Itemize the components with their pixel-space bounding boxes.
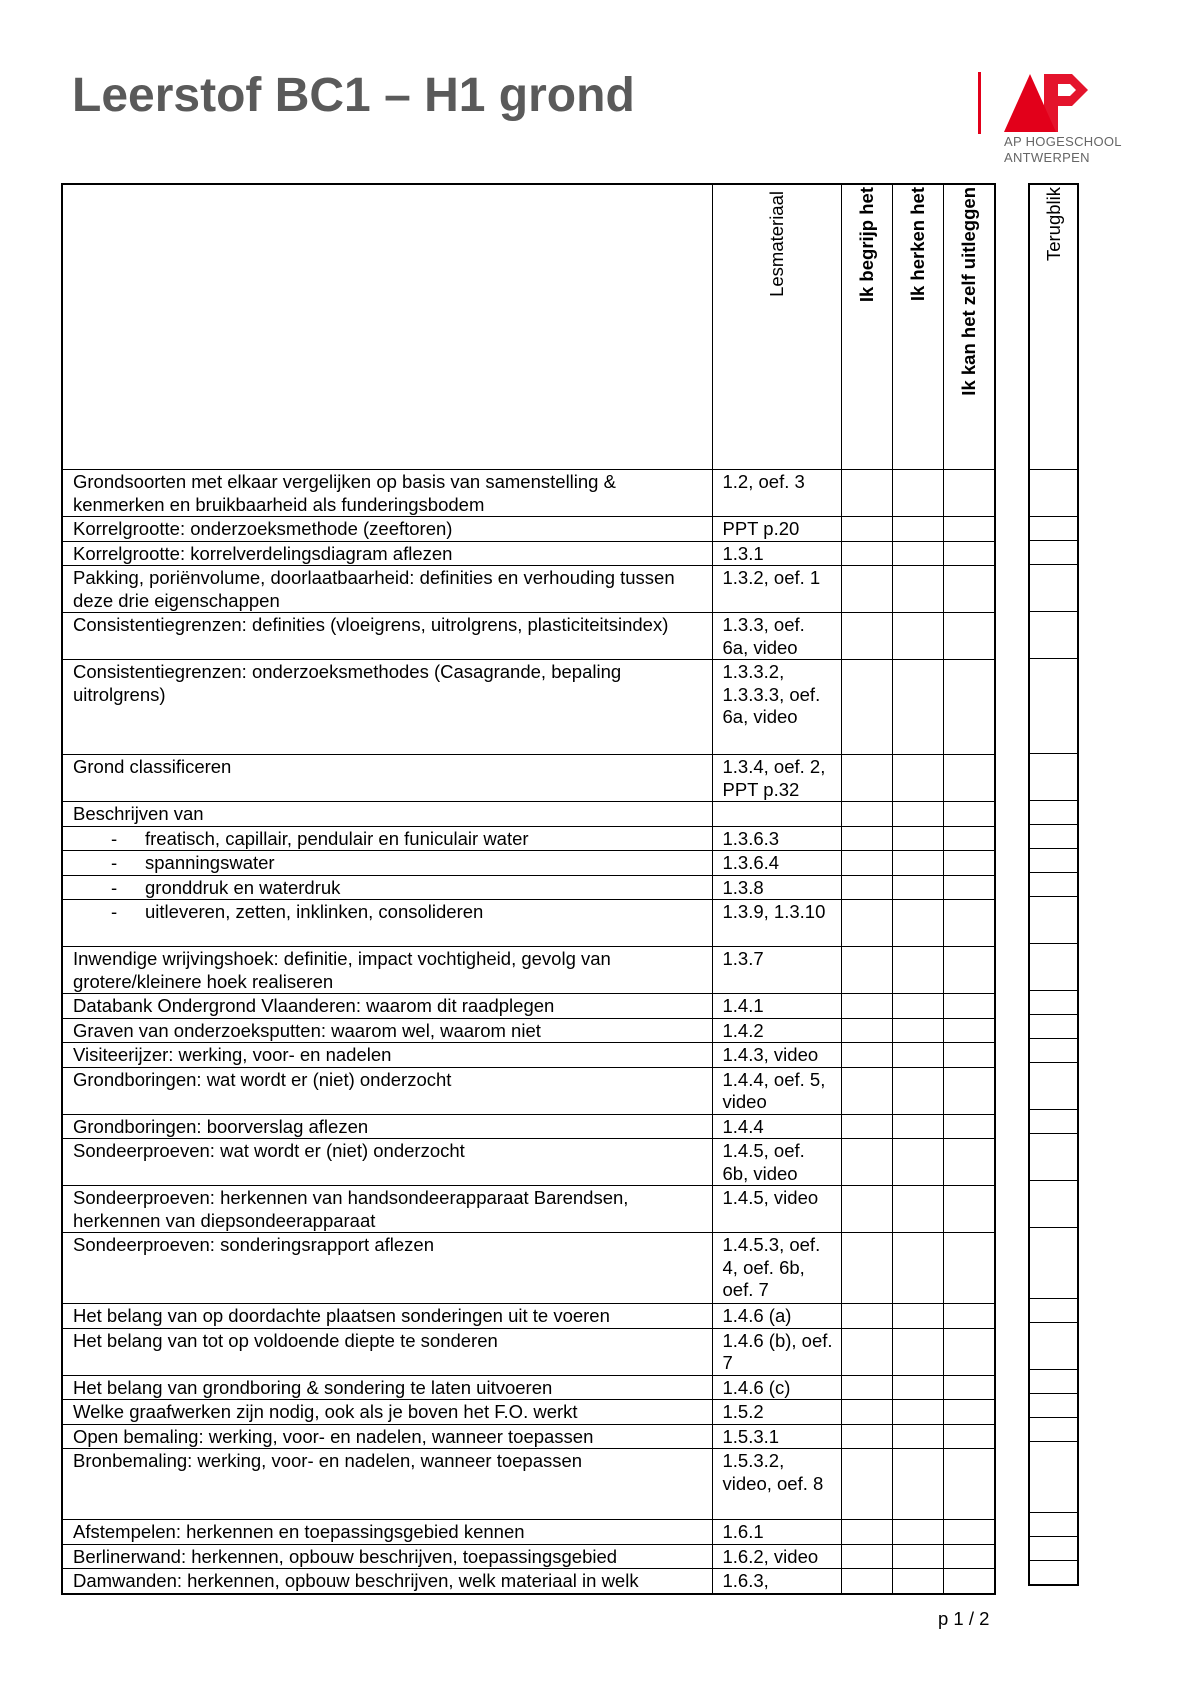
material-cell: 1.4.3, video	[712, 1043, 841, 1068]
topic-cell	[62, 1328, 712, 1375]
review-cell[interactable]	[1029, 1561, 1078, 1586]
material-cell	[712, 802, 841, 827]
topic-text: Grondsoorten met elkaar vergelijken op basis van samenstelling & kenmerken en bruikbaarheid als funderingsbodem	[73, 471, 616, 515]
review-row	[1029, 1561, 1078, 1586]
review-cell[interactable]	[1029, 1537, 1078, 1561]
review-cell[interactable]	[1029, 849, 1078, 873]
review-cell[interactable]	[1029, 1063, 1078, 1110]
topic-cell	[62, 470, 712, 517]
review-cell[interactable]	[1029, 1228, 1078, 1299]
checkbox-recognize-cell[interactable]	[892, 1328, 943, 1375]
checkbox-understand-cell[interactable]	[841, 1400, 892, 1425]
topic-cell	[62, 1233, 712, 1304]
table-row	[62, 1424, 995, 1449]
review-cell[interactable]	[1029, 659, 1078, 754]
material-cell: 1.2, oef. 3	[712, 470, 841, 517]
topic-text: Graven van onderzoeksputten: waarom wel, waarom niet	[73, 1019, 541, 1041]
checkbox-explain-cell[interactable]	[943, 1424, 995, 1449]
material-cell: 1.4.6 (c)	[712, 1375, 841, 1400]
topic-cell	[62, 1375, 712, 1400]
checkbox-understand-cell[interactable]	[841, 1043, 892, 1068]
checkbox-recognize-cell[interactable]	[892, 755, 943, 802]
checkbox-recognize-cell[interactable]	[892, 1233, 943, 1304]
checkbox-recognize-cell[interactable]	[892, 851, 943, 876]
checkbox-explain-cell[interactable]	[943, 994, 995, 1019]
table-row	[62, 1114, 995, 1139]
topic-cell	[62, 1569, 712, 1594]
material-cell: 1.4.2	[712, 1018, 841, 1043]
checkbox-understand-cell[interactable]	[841, 994, 892, 1019]
checkbox-recognize-cell[interactable]	[892, 1569, 943, 1594]
table-row	[62, 1304, 995, 1329]
checkbox-understand-cell[interactable]	[841, 1186, 892, 1233]
logo-line-1: AP HOGESCHOOL	[1004, 134, 1122, 149]
topic-text: freatisch, capillair, pendulair en funiculair water	[145, 827, 529, 849]
checkbox-understand-cell[interactable]	[841, 851, 892, 876]
checkbox-explain-cell[interactable]	[943, 826, 995, 851]
ap-logo	[978, 70, 1128, 170]
checkbox-understand-cell[interactable]	[841, 1139, 892, 1186]
topic-text: Korrelgrootte: onderzoeksmethode (zeeftoren)	[73, 518, 453, 539]
table-row	[62, 1375, 995, 1400]
bullet-dash: -	[111, 901, 118, 922]
review-row	[1029, 1063, 1078, 1110]
table-row	[62, 1186, 995, 1233]
topic-text: Sondeerproeven: herkennen van handsondeerapparaat Barendsen, herkennen van diepsondeerapparaat	[73, 1187, 629, 1231]
review-row	[1029, 991, 1078, 1015]
review-row	[1029, 1181, 1078, 1228]
table-row	[62, 1067, 995, 1114]
topic-cell	[62, 541, 712, 566]
review-cell[interactable]	[1029, 1513, 1078, 1537]
page-title: Leerstof BC1 – H1 grond	[72, 69, 635, 122]
topic-text: Het belang van grondboring & sondering te laten uitvoeren	[73, 1376, 553, 1398]
review-row	[1029, 897, 1078, 944]
topic-text: Databank Ondergrond Vlaanderen: waarom dit raadplegen	[73, 995, 555, 1016]
review-header-row	[1029, 184, 1078, 470]
table-row	[62, 1018, 995, 1043]
material-cell: PPT p.20	[712, 517, 841, 542]
review-row	[1029, 1134, 1078, 1181]
table-row	[62, 470, 995, 517]
topic-cell	[62, 994, 712, 1019]
checkbox-explain-cell[interactable]	[943, 1114, 995, 1139]
checkbox-explain-cell[interactable]	[943, 1544, 995, 1569]
topic-cell	[62, 1186, 712, 1233]
checkbox-understand-cell[interactable]	[841, 1018, 892, 1043]
topic-cell	[62, 851, 712, 876]
checkbox-explain-cell[interactable]	[943, 613, 995, 660]
review-row	[1029, 1442, 1078, 1513]
table-row	[62, 1520, 995, 1545]
checkbox-explain-cell[interactable]	[943, 1186, 995, 1233]
topic-text: Sondeerproeven: wat wordt er (niet) onderzocht	[73, 1140, 465, 1161]
topic-text: Bronbemaling: werking, voor- en nadelen, wanneer toepassen	[73, 1450, 583, 1471]
checkbox-understand-cell[interactable]	[841, 1375, 892, 1400]
review-cell[interactable]	[1029, 470, 1078, 517]
topic-cell	[62, 1114, 712, 1139]
table-row	[62, 1400, 995, 1425]
checkbox-understand-cell[interactable]	[841, 1114, 892, 1139]
checkbox-explain-cell[interactable]	[943, 851, 995, 876]
table-row	[62, 1569, 995, 1594]
review-cell[interactable]	[1029, 1039, 1078, 1063]
checkbox-explain-cell[interactable]	[943, 1233, 995, 1304]
logo-text	[1004, 134, 1122, 166]
material-cell: 1.3.9, 1.3.10	[712, 900, 841, 947]
review-row	[1029, 873, 1078, 897]
review-cell[interactable]	[1029, 873, 1078, 897]
material-cell: 1.4.5, video	[712, 1186, 841, 1233]
review-row	[1029, 1323, 1078, 1370]
review-row	[1029, 1299, 1078, 1323]
checkbox-recognize-cell[interactable]	[892, 470, 943, 517]
checkbox-explain-cell[interactable]	[943, 470, 995, 517]
review-row	[1029, 1015, 1078, 1039]
topic-text: Berlinerwand: herkennen, opbouw beschrijven, toepassingsgebied	[73, 1545, 618, 1567]
checkbox-recognize-cell[interactable]	[892, 1520, 943, 1545]
review-row	[1029, 612, 1078, 659]
topic-text: Visiteerijzer: werking, voor- en nadelen	[73, 1044, 392, 1065]
checkbox-recognize-cell[interactable]	[892, 1114, 943, 1139]
material-cell: 1.4.6 (a)	[712, 1304, 841, 1329]
review-cell[interactable]	[1029, 754, 1078, 801]
checkbox-recognize-cell[interactable]	[892, 1018, 943, 1043]
checkbox-explain-cell[interactable]	[943, 1569, 995, 1594]
checkbox-explain-cell[interactable]	[943, 1018, 995, 1043]
checkbox-understand-cell[interactable]	[841, 1569, 892, 1594]
table-row	[62, 947, 995, 994]
review-cell[interactable]	[1029, 1442, 1078, 1513]
topic-cell	[62, 1139, 712, 1186]
table-row	[62, 517, 995, 542]
table-row	[62, 826, 995, 851]
checkbox-recognize-cell[interactable]	[892, 875, 943, 900]
topic-text: Consistentiegrenzen: onderzoeksmethodes (Casagrande, bepaling uitrolgrens)	[73, 661, 622, 705]
topic-text: Het belang van tot op voldoende diepte te sonderen	[73, 1329, 498, 1351]
checkbox-recognize-cell[interactable]	[892, 1424, 943, 1449]
checkbox-explain-cell[interactable]	[943, 1449, 995, 1520]
table-row	[62, 1233, 995, 1304]
review-cell[interactable]	[1029, 517, 1078, 541]
review-cell[interactable]	[1029, 1134, 1078, 1181]
topic-text: Sondeerproeven: sonderingsrapport aflezen	[73, 1234, 434, 1255]
topic-cell	[62, 875, 712, 900]
topic-cell	[62, 517, 712, 542]
material-cell: 1.4.5.3, oef. 4, oef. 6b, oef. 7	[712, 1233, 841, 1304]
review-cell[interactable]	[1029, 1370, 1078, 1394]
topic-cell	[62, 566, 712, 613]
review-header-cell	[1029, 184, 1078, 470]
table-row	[62, 613, 995, 660]
checkbox-recognize-cell[interactable]	[892, 660, 943, 755]
checkbox-understand-cell[interactable]	[841, 826, 892, 851]
table-row	[62, 755, 995, 802]
topic-cell	[62, 1018, 712, 1043]
checkbox-explain-cell[interactable]	[943, 566, 995, 613]
table-row	[62, 541, 995, 566]
checkbox-understand-cell[interactable]	[841, 566, 892, 613]
review-row	[1029, 849, 1078, 873]
material-cell: 1.4.4	[712, 1114, 841, 1139]
checkbox-recognize-cell[interactable]	[892, 1449, 943, 1520]
bullet-dash: -	[111, 827, 118, 849]
review-cell[interactable]	[1029, 825, 1078, 849]
table-row	[62, 660, 995, 755]
topic-text: Grondboringen: wat wordt er (niet) onderzocht	[73, 1068, 452, 1090]
checkbox-understand-cell[interactable]	[841, 875, 892, 900]
material-cell: 1.3.4, oef. 2, PPT p.32	[712, 755, 841, 802]
header-recognize: Ik herken het	[906, 187, 928, 302]
review-row	[1029, 470, 1078, 517]
table-row	[62, 1139, 995, 1186]
review-cell[interactable]	[1029, 944, 1078, 991]
review-row	[1029, 1039, 1078, 1063]
checkbox-explain-cell[interactable]	[943, 1043, 995, 1068]
topic-cell	[62, 826, 712, 851]
review-cell[interactable]	[1029, 1299, 1078, 1323]
checkbox-recognize-cell[interactable]	[892, 1067, 943, 1114]
topic-text: Het belang van op doordachte plaatsen sonderingen uit te voeren	[73, 1305, 610, 1326]
topic-text: Grond classificeren	[73, 756, 232, 777]
topic-text: spanningswater	[145, 852, 275, 873]
table-row	[62, 900, 995, 947]
checkbox-understand-cell[interactable]	[841, 1520, 892, 1545]
review-row	[1029, 1110, 1078, 1134]
checkbox-recognize-cell[interactable]	[892, 994, 943, 1019]
topic-text: Pakking, poriënvolume, doorlaatbaarheid: definities en verhouding tussen deze drie eigenschappen	[73, 567, 675, 611]
checkbox-explain-cell[interactable]	[943, 947, 995, 994]
material-cell: 1.3.3.2, 1.3.3.3, oef. 6a, video	[712, 660, 841, 755]
topic-text: gronddruk en waterdruk	[145, 876, 341, 898]
review-row	[1029, 754, 1078, 801]
review-cell[interactable]	[1029, 612, 1078, 659]
topic-cell	[62, 802, 712, 827]
checkbox-explain-cell[interactable]	[943, 1375, 995, 1400]
material-cell: 1.4.1	[712, 994, 841, 1019]
topic-cell	[62, 613, 712, 660]
topic-cell	[62, 660, 712, 755]
checkbox-explain-cell[interactable]	[943, 1304, 995, 1329]
checkbox-understand-cell[interactable]	[841, 1449, 892, 1520]
review-cell[interactable]	[1029, 1015, 1078, 1039]
checkbox-recognize-cell[interactable]	[892, 1375, 943, 1400]
review-cell[interactable]	[1029, 565, 1078, 612]
checkbox-understand-cell[interactable]	[841, 1544, 892, 1569]
checkbox-understand-cell[interactable]	[841, 517, 892, 542]
review-cell[interactable]	[1029, 991, 1078, 1015]
checkbox-understand-cell[interactable]	[841, 613, 892, 660]
table-row	[62, 851, 995, 876]
review-row	[1029, 825, 1078, 849]
topic-text: uitleveren, zetten, inklinken, consolideren	[145, 901, 484, 922]
page-number: p 1 / 2	[938, 1608, 990, 1629]
material-cell: 1.3.2, oef. 1	[712, 566, 841, 613]
header-col1-cell	[841, 184, 892, 470]
material-cell: 1.6.1	[712, 1520, 841, 1545]
logo-line-2: ANTWERPEN	[1004, 150, 1090, 165]
checkbox-explain-cell[interactable]	[943, 541, 995, 566]
checkbox-recognize-cell[interactable]	[892, 802, 943, 827]
checkbox-understand-cell[interactable]	[841, 1304, 892, 1329]
table-row	[62, 1043, 995, 1068]
checkbox-understand-cell[interactable]	[841, 802, 892, 827]
review-row	[1029, 1418, 1078, 1442]
bullet-dash: -	[111, 876, 118, 898]
material-cell: 1.4.6 (b), oef. 7	[712, 1328, 841, 1375]
topic-text: Open bemaling: werking, voor- en nadelen, wanneer toepassen	[73, 1425, 594, 1447]
checkbox-explain-cell[interactable]	[943, 875, 995, 900]
review-row	[1029, 801, 1078, 825]
review-row	[1029, 517, 1078, 541]
material-cell: 1.5.2	[712, 1400, 841, 1425]
topic-cell	[62, 1544, 712, 1569]
material-cell: 1.6.2, video	[712, 1544, 841, 1569]
material-cell: 1.5.3.2, video, oef. 8	[712, 1449, 841, 1520]
material-cell: 1.4.4, oef. 5, video	[712, 1067, 841, 1114]
checkbox-explain-cell[interactable]	[943, 900, 995, 947]
topic-text: Inwendige wrijvingshoek: definitie, impact vochtigheid, gevolg van grotere/kleinere hoek realiseren	[73, 948, 611, 992]
checkbox-understand-cell[interactable]	[841, 947, 892, 994]
review-cell[interactable]	[1029, 1323, 1078, 1370]
checkbox-explain-cell[interactable]	[943, 802, 995, 827]
topic-cell	[62, 900, 712, 947]
checkbox-recognize-cell[interactable]	[892, 1043, 943, 1068]
bullet-dash: -	[111, 852, 118, 873]
material-cell: 1.4.5, oef. 6b, video	[712, 1139, 841, 1186]
checkbox-recognize-cell[interactable]	[892, 1139, 943, 1186]
topic-text: Grondboringen: boorverslag aflezen	[73, 1115, 369, 1137]
ap-logo-icon	[978, 70, 1118, 134]
table-row	[62, 1449, 995, 1520]
header-explain: Ik kan het zelf uitleggen	[957, 187, 979, 396]
topic-cell	[62, 1424, 712, 1449]
header-understand: Ik begrijp het	[855, 187, 877, 303]
material-cell: 1.3.3, oef. 6a, video	[712, 613, 841, 660]
topic-cell	[62, 1043, 712, 1068]
header-col3-cell	[943, 184, 995, 470]
review-row	[1029, 944, 1078, 991]
header-material-cell	[712, 184, 841, 470]
header-topic-cell	[62, 184, 712, 470]
checkbox-understand-cell[interactable]	[841, 660, 892, 755]
topic-cell	[62, 1304, 712, 1329]
checkbox-explain-cell[interactable]	[943, 1400, 995, 1425]
topic-text: Afstempelen: herkennen en toepassingsgebied kennen	[73, 1521, 525, 1542]
header-material: Lesmateriaal	[765, 191, 787, 297]
header-review: Terugblik	[1042, 187, 1064, 262]
review-cell[interactable]	[1029, 801, 1078, 825]
checkbox-explain-cell[interactable]	[943, 660, 995, 755]
checkbox-explain-cell[interactable]	[943, 755, 995, 802]
checkbox-understand-cell[interactable]	[841, 1067, 892, 1114]
topic-cell	[62, 1400, 712, 1425]
table-row	[62, 1544, 995, 1569]
material-cell: 1.3.1	[712, 541, 841, 566]
checkbox-recognize-cell[interactable]	[892, 1304, 943, 1329]
checkbox-understand-cell[interactable]	[841, 541, 892, 566]
material-cell: 1.3.6.4	[712, 851, 841, 876]
material-cell: 1.3.6.3	[712, 826, 841, 851]
review-cell[interactable]	[1029, 897, 1078, 944]
topic-cell	[62, 1449, 712, 1520]
review-column	[1028, 183, 1079, 1586]
review-row	[1029, 659, 1078, 754]
topic-cell	[62, 1067, 712, 1114]
checkbox-explain-cell[interactable]	[943, 1139, 995, 1186]
material-cell: 1.3.8	[712, 875, 841, 900]
topic-cell	[62, 755, 712, 802]
review-row	[1029, 1513, 1078, 1537]
review-row	[1029, 1537, 1078, 1561]
review-cell[interactable]	[1029, 1418, 1078, 1442]
table-row	[62, 566, 995, 613]
checkbox-recognize-cell[interactable]	[892, 826, 943, 851]
review-row	[1029, 1228, 1078, 1299]
checkbox-explain-cell[interactable]	[943, 517, 995, 542]
checkbox-explain-cell[interactable]	[943, 1328, 995, 1375]
checkbox-understand-cell[interactable]	[841, 900, 892, 947]
learning-content-table	[61, 183, 996, 1595]
checkbox-understand-cell[interactable]	[841, 1328, 892, 1375]
topic-text: Welke graafwerken zijn nodig, ook als je boven het F.O. werkt	[73, 1401, 578, 1422]
material-cell: 1.5.3.1	[712, 1424, 841, 1449]
checkbox-explain-cell[interactable]	[943, 1067, 995, 1114]
checkbox-recognize-cell[interactable]	[892, 517, 943, 542]
table-row	[62, 1328, 995, 1375]
checkbox-recognize-cell[interactable]	[892, 947, 943, 994]
header-col2-cell	[892, 184, 943, 470]
topic-cell	[62, 1520, 712, 1545]
checkbox-recognize-cell[interactable]	[892, 1186, 943, 1233]
checkbox-recognize-cell[interactable]	[892, 1400, 943, 1425]
review-cell[interactable]	[1029, 1110, 1078, 1134]
checkbox-recognize-cell[interactable]	[892, 566, 943, 613]
checkbox-explain-cell[interactable]	[943, 1520, 995, 1545]
checkbox-understand-cell[interactable]	[841, 1424, 892, 1449]
topic-cell	[62, 947, 712, 994]
checkbox-recognize-cell[interactable]	[892, 900, 943, 947]
checkbox-understand-cell[interactable]	[841, 470, 892, 517]
table-row	[62, 875, 995, 900]
review-cell[interactable]	[1029, 1394, 1078, 1418]
topic-text: Korrelgrootte: korrelverdelingsdiagram aflezen	[73, 542, 453, 564]
review-row	[1029, 565, 1078, 612]
checkbox-understand-cell[interactable]	[841, 1233, 892, 1304]
checkbox-recognize-cell[interactable]	[892, 541, 943, 566]
topic-text: Consistentiegrenzen: definities (vloeigrens, uitrolgrens, plasticiteitsindex)	[73, 614, 669, 635]
material-cell: 1.6.3,	[712, 1569, 841, 1594]
review-row	[1029, 1370, 1078, 1394]
topic-text: Damwanden: herkennen, opbouw beschrijven, welk materiaal in welk	[73, 1570, 639, 1591]
table-row	[62, 994, 995, 1019]
review-row	[1029, 541, 1078, 565]
review-row	[1029, 1394, 1078, 1418]
checkbox-understand-cell[interactable]	[841, 755, 892, 802]
topic-text: Beschrijven van	[73, 803, 204, 824]
table-row	[62, 802, 995, 827]
table-header-row	[62, 184, 995, 470]
checkbox-recognize-cell[interactable]	[892, 1544, 943, 1569]
review-cell[interactable]	[1029, 541, 1078, 565]
checkbox-recognize-cell[interactable]	[892, 613, 943, 660]
material-cell: 1.3.7	[712, 947, 841, 994]
review-cell[interactable]	[1029, 1181, 1078, 1228]
